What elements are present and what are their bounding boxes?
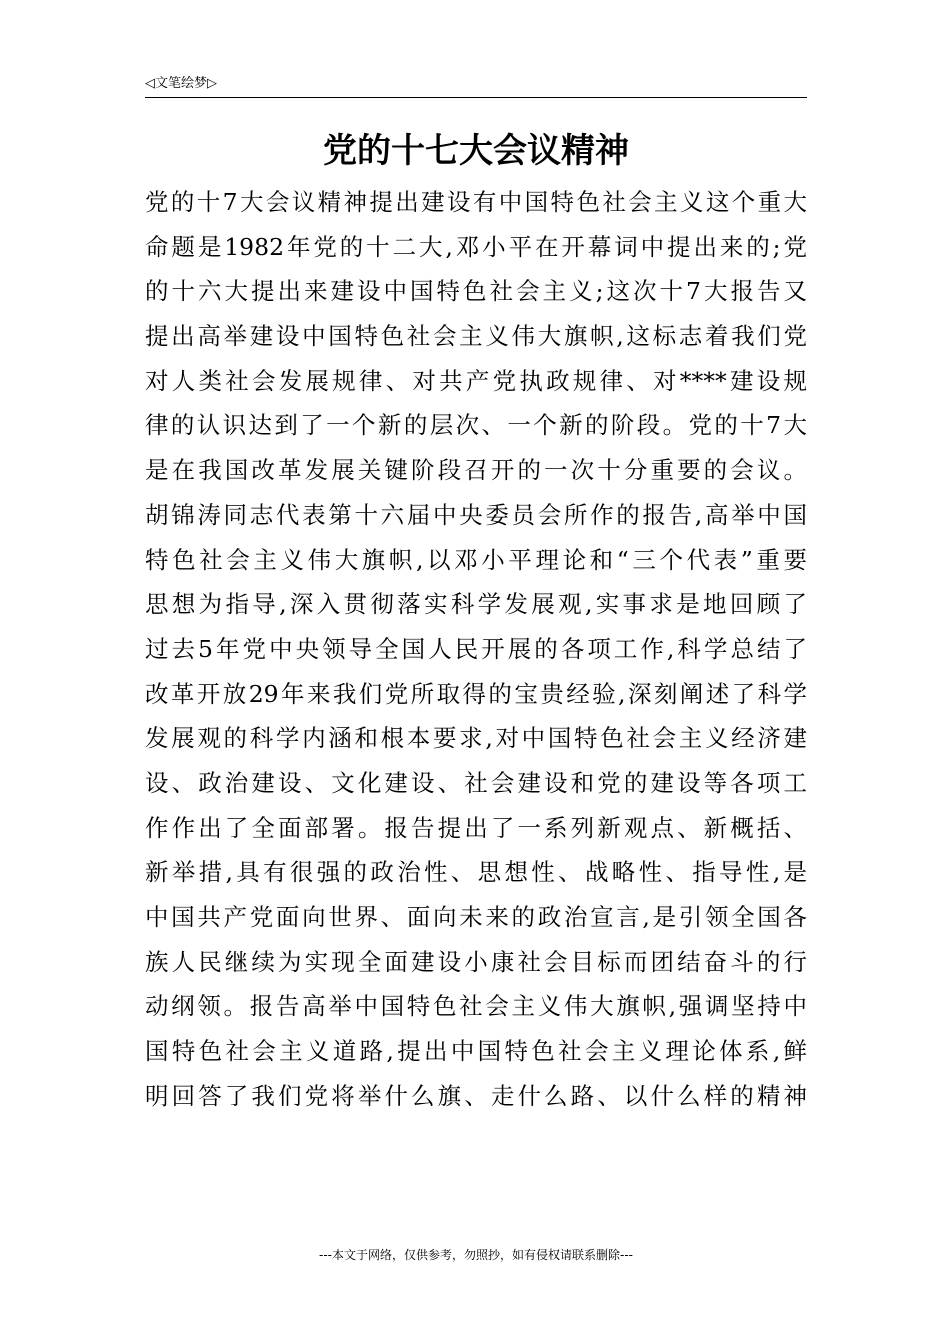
body-line: 发展观的科学内涵和根本要求,对中国特色社会主义经济建 xyxy=(145,724,807,753)
body-line: 国特色社会主义道路,提出中国特色社会主义理论体系,鲜 xyxy=(145,1037,807,1066)
body-line: 思想为指导,深入贯彻落实科学发展观,实事求是地回顾了 xyxy=(145,590,807,619)
body-line: 中国共产党面向世界、面向未来的政治宣言,是引领全国各 xyxy=(145,903,807,931)
body-line: 是在我国改革发展关键阶段召开的一次十分重要的会议。 xyxy=(145,456,807,485)
document-body xyxy=(145,180,807,1118)
brand-text: ◁文笔绘梦▷ xyxy=(145,76,217,91)
body-line: 作作出了全面部署。报告提出了一系列新观点、新概括、 xyxy=(145,813,807,842)
body-line: 新举措,具有很强的政治性、思想性、战略性、指导性,是 xyxy=(145,858,807,887)
body-line: 提出高举建设中国特色社会主义伟大旗帜,这标志着我们党 xyxy=(145,322,807,351)
body-line: 胡锦涛同志代表第十六届中央委员会所作的报告,高举中国 xyxy=(145,500,807,529)
body-line: 过去5年党中央领导全国人民开展的各项工作,科学总结了 xyxy=(145,634,807,663)
body-line: 律的认识达到了一个新的层次、一个新的阶段。党的十7大 xyxy=(145,411,807,440)
header-brand xyxy=(145,74,217,94)
footer-disclaimer: ---本文于网络，仅供参考，勿照抄，如有侵权请联系删除--- xyxy=(319,1248,633,1262)
body-line: 设、政治建设、文化建设、社会建设和党的建设等各项工 xyxy=(145,768,807,797)
body-line: 的十六大提出来建设中国特色社会主义;这次十7大报告又 xyxy=(145,277,807,306)
body-line: 族人民继续为实现全面建设小康社会目标而团结奋斗的行 xyxy=(145,947,807,976)
body-line: 对人类社会发展规律、对共产党执政规律、对****建设规 xyxy=(145,366,807,395)
header-divider xyxy=(145,97,807,98)
body-line: 党的十7大会议精神提出建设有中国特色社会主义这个重大 xyxy=(145,188,807,216)
body-line: 特色社会主义伟大旗帜,以邓小平理论和“三个代表”重要 xyxy=(145,545,807,574)
body-line: 动纲领。报告高举中国特色社会主义伟大旗帜,强调坚持中 xyxy=(145,992,807,1021)
document-title: 党的十七大会议精神 xyxy=(323,131,629,171)
body-line: 命题是1982年党的十二大,邓小平在开幕词中提出来的;党 xyxy=(145,232,807,261)
body-line: 改革开放29年来我们党所取得的宝贵经验,深刻阐述了科学 xyxy=(145,679,807,708)
body-line: 明回答了我们党将举什么旗、走什么路、以什么样的精神 xyxy=(145,1081,807,1110)
